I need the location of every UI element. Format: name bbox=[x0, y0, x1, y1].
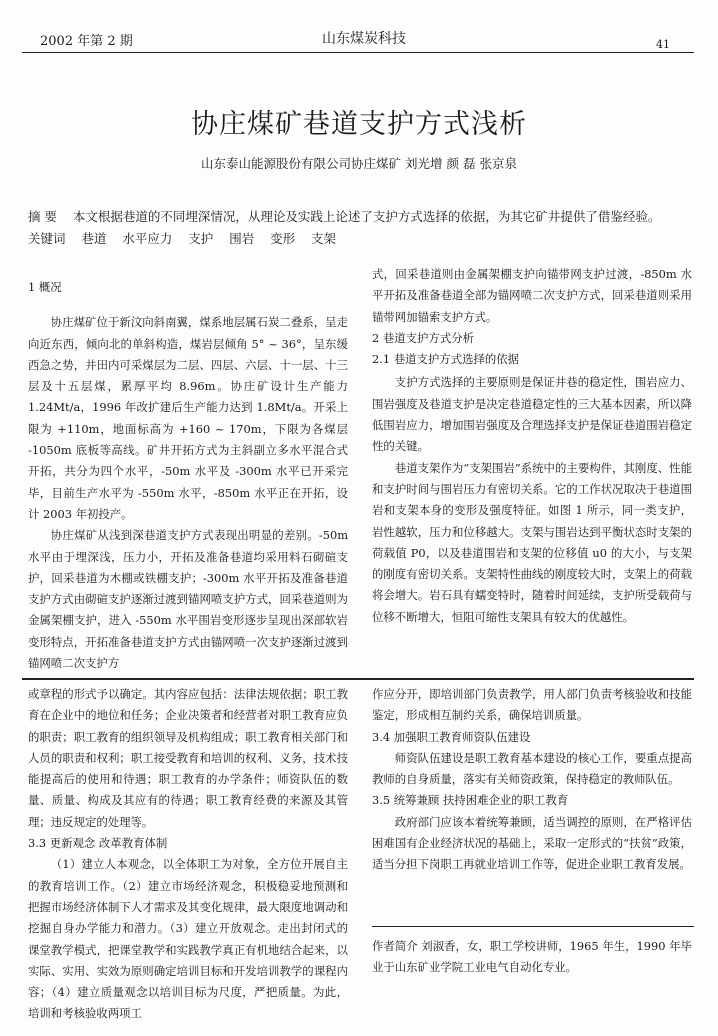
keyword: 支护 bbox=[188, 231, 214, 246]
page-number: 41 bbox=[656, 38, 670, 51]
paragraph: 式，回采巷道则由金属架棚支护向锚带网支护过渡，-850m 水平开拓及准备巷道全部为锚网喷二次支护方式，回采巷道则采用锚带网加锚索支护方式。 bbox=[372, 267, 692, 324]
article-authors: 山东泰山能源股份有限公司协庄煤矿 刘光增 颜 磊 张京泉 bbox=[201, 156, 517, 171]
section-2-heading: 2 巷道支护方式分析 bbox=[372, 330, 474, 345]
header-rule bbox=[22, 52, 694, 53]
keyword: 支架 bbox=[311, 231, 337, 246]
issue-label: 2002 年第 2 期 bbox=[40, 34, 133, 49]
author-note-rule bbox=[372, 926, 694, 927]
article-divider bbox=[22, 678, 694, 680]
paragraph: 师资队伍建设是职工教育基本建设的核心工作，要重点提高教师的自身质量，落实有关师资政策，保持稳定的教师队伍。 bbox=[372, 750, 692, 787]
keyword: 变形 bbox=[270, 231, 296, 246]
keyword: 巷道 bbox=[81, 231, 107, 246]
abstract-text: 本文根据巷道的不同埋深情况，从理论及实践上论述了支护方式选择的依据，为其它矿井提供了借鉴经验。 bbox=[72, 209, 661, 224]
lower-left-column bbox=[28, 684, 348, 1025]
upper-right-column bbox=[372, 264, 692, 628]
paragraph: 协庄煤矿位于新汶向斜南翼，煤系地层属石炭二叠系，呈走向近东西，倾向北的单斜构造，煤岩层倾角 5° ~ 36°，呈东缓西急之势，井田内可采煤层为二层、四层、六层、十一层、十三层及十五层煤，累厚平均 8.96m。协庄矿设计生产能力 1.24Mt/a，1996 年改扩建后生产能力达到 1.8Mt/a。开采上限为 +110m，地面标高为 +160 ~ 170m，下限为各煤层 -1050m 底板等高线。矿井开拓方式为主斜副立多水平混合式开拓，共分为四个水平，-50m 水平及 -300m 水平已开采完毕，目前生产水平为 -550m 水平，-850m 水平正在开拓，设计 2003 年初投产。 bbox=[28, 315, 348, 521]
paragraph: 巷道支架作为“支架围岩”系统中的主要构件，其刚度、性能和支护时间与围岩压力有密切关系。它的工作状况取决于巷道围岩和支架本身的变形及强度特征。如图 1 所示，同一类支护，岩性越软，压力和位移越大。支架与围岩达到平衡状态时支架的荷载值 P0，以及巷道围岩和支架的位移值 u0 的大小，与支架的刚度有密切关系。支架特性曲线的刚度较大时，支架上的荷载将会增大。岩石具有蠕变特时，随着时间延续，支护所受载荷与位移不断增大，恒阻可缩性支架具有较大的优越性。 bbox=[372, 460, 692, 624]
journal-name: 山东煤炭科技 bbox=[322, 31, 406, 47]
upper-left-column bbox=[28, 277, 348, 674]
lower-right-column bbox=[372, 684, 692, 876]
section-3-3-heading: 3.3 更新观念 改革教育体制 bbox=[28, 836, 168, 851]
abstract-line bbox=[28, 207, 660, 225]
section-1-heading: 1 概况 bbox=[28, 280, 62, 294]
article-title: 协庄煤矿巷道支护方式浅析 bbox=[191, 109, 527, 140]
keywords-line bbox=[28, 229, 336, 247]
paragraph: 支护方式选择的主要原则是保证井巷的稳定性，围岩应力、围岩强度及巷道支护是决定巷道稳定性的三大基本因素，所以降低围岩应力，增加围岩强度及合理选择支护是保证巷道围岩稳定性的关键。 bbox=[372, 375, 692, 454]
paragraph: 或章程的形式予以确定。其内容应包括：法律法规依据；职工教育在企业中的地位和任务；企业决策者和经营者对职工教育应负的职责；职工教育的组织领导及机构组成；职工教育相关部门和人员的职责和权利；职工接受教育和培训的权利、义务，技术技能提高后的使用和待遇；职工教育的办学条件；师资队伍的数量、质量、构成及其应有的待遇；职工教育经费的来源及其管理；违反规定的处理等。 bbox=[28, 687, 348, 829]
section-2-1-heading: 2.1 巷道支护方式选择的依据 bbox=[372, 352, 520, 367]
paragraph: 作应分开，即培训部门负责教学，用人部门负责考核验收和技能鉴定，形成相互制约关系，确保培训质量。 bbox=[372, 687, 692, 723]
keyword: 水平应力 bbox=[122, 231, 173, 246]
keyword: 围岩 bbox=[229, 231, 255, 246]
paragraph: 协庄煤矿从浅到深巷道支护方式表现出明显的差别。-50m 水平由于埋深浅，压力小，开拓及准备巷道均采用料石砌碹支护，回采巷道为木棚或铁棚支护；-300m 水平开拓及准备巷道支护方式由砌碹支护逐渐过渡到锚网喷支护方式，回采巷道则为金属架棚支护，进入 -550m 水平围岩变形逐步呈现出深部软岩变形特点，开拓准备巷道支护方式由锚网喷一次支护逐渐过渡到锚网喷二次支护方 bbox=[28, 528, 348, 671]
author-note: 作者简介 刘淑香，女，职工学校讲师，1965 年生，1990 年毕业于山东矿业学院工业电气自动化专业。 bbox=[372, 939, 692, 975]
keywords-label: 关键词 bbox=[28, 231, 66, 246]
paragraph: 政府部门应该本着统筹兼顾，适当调控的原则，在严格评估困难国有企业经济状况的基础上，采取一定形式的“扶贫”政策，适当分担下岗职工再就业培训工作等，促进企业职工教育发展。 bbox=[372, 814, 692, 872]
abstract-label: 摘 要 bbox=[28, 209, 57, 224]
section-3-4-heading: 3.4 加强职工教育师资队伍建设 bbox=[372, 729, 531, 744]
section-3-5-heading: 3.5 统筹兼顾 扶持困难企业的职工教育 bbox=[372, 793, 569, 808]
paragraph: （1）建立人本观念，以全体职工为对象，全方位开展自主的教育培训工作。（2）建立市场经济观念，积极稳妥地预测和把握市场经济体制下人才需求及其变化规律，最大限度地调动和挖掘自身办学能力和潜力。（3）建立开放观念。走出封闭式的课堂教学模式，把课堂教学和实践教学真正有机地结合起来，以实际、实用、实效为原则确定培训目标和开发培训教学的课程内容；（4）建立质量观念以培训目标为尺度，严把质量。为此，培训和考核验收两项工 bbox=[28, 857, 348, 1021]
